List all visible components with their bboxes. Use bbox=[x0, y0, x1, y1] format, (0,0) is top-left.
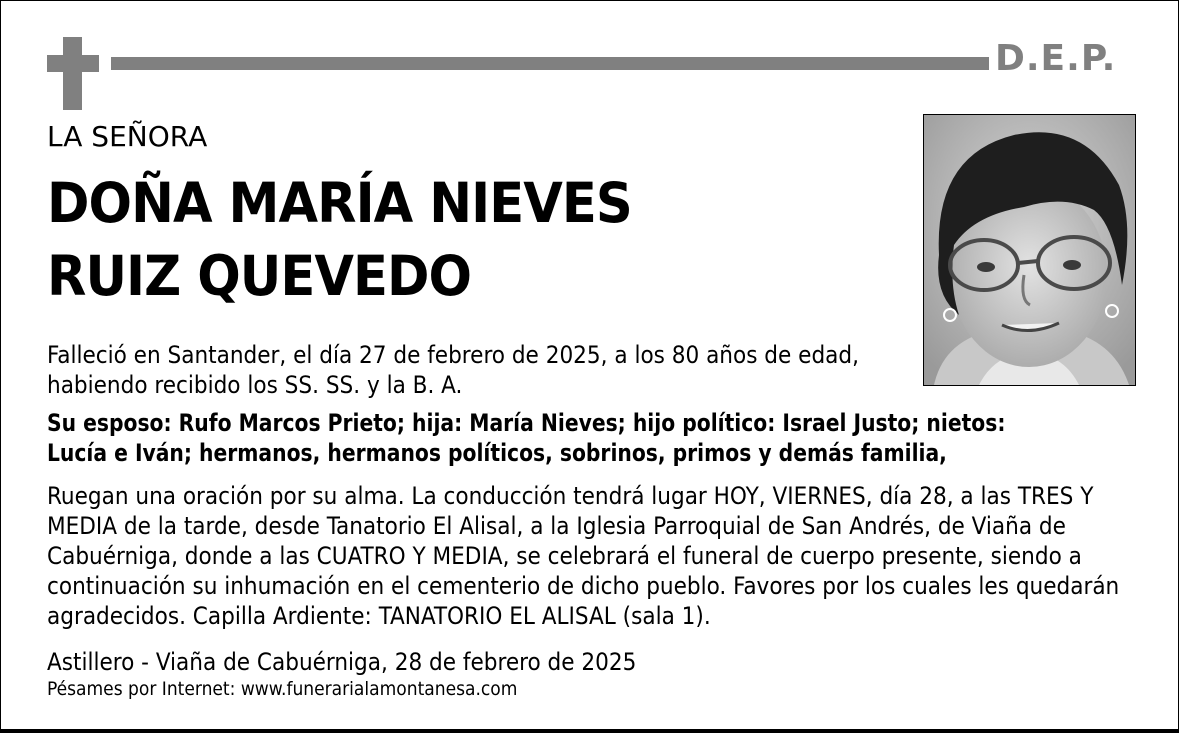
header-rule bbox=[111, 57, 989, 70]
deceased-name-line1: DOÑA MARÍA NIEVES bbox=[47, 171, 632, 235]
dep-label: D.E.P. bbox=[995, 38, 1117, 79]
place-date: Astillero - Viaña de Cabuérniga, 28 de febrero de 2025 bbox=[47, 648, 637, 676]
deceased-name-line2: RUIZ QUEVEDO bbox=[47, 244, 472, 308]
condolences-web: Pésames por Internet: www.funerarialamontanesa.com bbox=[47, 678, 518, 700]
portrait-photo bbox=[923, 114, 1136, 386]
deceased-name bbox=[47, 167, 632, 313]
family-list: Su esposo: Rufo Marcos Prieto; hija: María Nieves; hijo político: Israel Justo; nietos: Lucía e Iván; hermanos, hermanos políticos, sobrinos, primos y demás familia, bbox=[47, 409, 1006, 467]
ceremony-details: Ruegan una oración por su alma. La conducción tendrá lugar HOY, VIERNES, día 28, a las TRES Y MEDIA de la tarde, desde Tanatorio El Alisal, a la Iglesia Parroquial de San Andrés, de Viaña de Cabuérniga, donde a las CUATRO Y MEDIA, se celebrará el funeral de cuerpo presente, siendo a continuación su inhumación en el cementerio de dicho pueblo. Favores por los cuales les quedarán agradecidos. Capilla Ardiente: TANATORIO EL ALISAL (sala 1). bbox=[47, 482, 1120, 630]
death-notice: Falleció en Santander, el día 27 de febrero de 2025, a los 80 años de edad, habiendo recibido los SS. SS. y la B. A. bbox=[47, 341, 859, 399]
honorific: LA SEÑORA bbox=[47, 120, 208, 153]
